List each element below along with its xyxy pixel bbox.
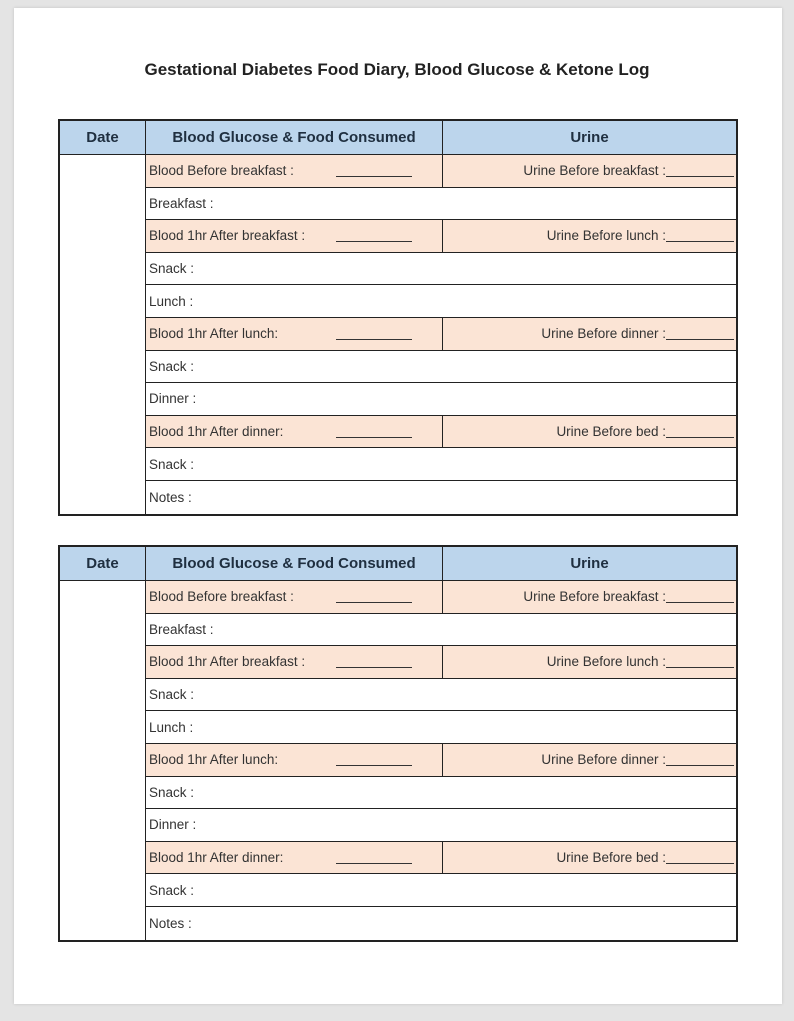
table-row: [146, 679, 736, 712]
urine-reading-label: Urine Before bed :: [556, 424, 666, 440]
date-cell[interactable]: [60, 581, 146, 940]
urine-reading-blank[interactable]: [666, 164, 734, 177]
entry-rows: [146, 155, 736, 514]
food-entry-label: Dinner :: [149, 391, 197, 407]
food-entry-label: Lunch :: [149, 719, 194, 735]
urine-reading-cell[interactable]: [443, 744, 736, 776]
urine-reading-cell[interactable]: [443, 646, 736, 678]
blood-reading-cell[interactable]: [146, 416, 443, 448]
table-row: [146, 711, 736, 744]
table-row: [146, 220, 736, 253]
food-entry-cell[interactable]: [146, 874, 736, 906]
blood-reading-blank[interactable]: [336, 655, 412, 668]
food-entry-label: Notes :: [149, 489, 192, 505]
blood-reading-blank[interactable]: [336, 229, 412, 242]
table-row: [146, 744, 736, 777]
table-row: [146, 874, 736, 907]
food-entry-label: Snack :: [149, 784, 195, 800]
food-entry-cell[interactable]: [146, 481, 736, 514]
blood-reading-cell[interactable]: [146, 318, 443, 350]
blood-reading-cell[interactable]: [146, 581, 443, 613]
food-entry-cell[interactable]: [146, 679, 736, 711]
table-row: [146, 318, 736, 351]
blood-reading-label: Blood 1hr After breakfast :: [149, 654, 306, 670]
food-entry-cell[interactable]: [146, 777, 736, 809]
table-row: [146, 907, 736, 940]
blood-reading-blank[interactable]: [336, 425, 412, 438]
table-row: [146, 383, 736, 416]
blood-reading-cell[interactable]: [146, 744, 443, 776]
food-entry-label: Breakfast :: [149, 621, 214, 637]
table-row: [146, 351, 736, 384]
urine-reading-cell[interactable]: [443, 220, 736, 252]
urine-reading-blank[interactable]: [666, 590, 734, 603]
urine-reading-blank[interactable]: [666, 851, 734, 864]
document-title: Gestational Diabetes Food Diary, Blood Glucose & Ketone Log: [144, 60, 650, 79]
food-entry-cell[interactable]: [146, 351, 736, 383]
table-row: [146, 253, 736, 286]
food-entry-label: Snack :: [149, 882, 195, 898]
urine-reading-blank[interactable]: [666, 425, 734, 438]
urine-reading-label: Urine Before breakfast :: [523, 163, 666, 179]
blood-reading-label: Blood 1hr After breakfast :: [149, 228, 306, 244]
urine-reading-label: Urine Before bed :: [556, 850, 666, 866]
blood-reading-blank[interactable]: [336, 753, 412, 766]
urine-reading-cell[interactable]: [443, 842, 736, 874]
food-entry-label: Snack :: [149, 261, 195, 277]
urine-reading-cell[interactable]: [443, 581, 736, 613]
table-body: [60, 581, 736, 940]
food-entry-label: Snack :: [149, 456, 195, 472]
food-entry-label: Breakfast :: [149, 195, 214, 211]
blood-reading-blank[interactable]: [336, 851, 412, 864]
urine-reading-cell[interactable]: [443, 155, 736, 187]
table-row: [146, 416, 736, 449]
blood-reading-cell[interactable]: [146, 646, 443, 678]
blood-reading-cell[interactable]: [146, 155, 443, 187]
header-blood-glucose-food: Blood Glucose & Food Consumed: [146, 121, 443, 154]
blood-reading-label: Blood Before breakfast :: [149, 163, 294, 179]
table-row: [146, 481, 736, 514]
table-header: [60, 121, 736, 155]
urine-reading-cell[interactable]: [443, 416, 736, 448]
food-entry-cell[interactable]: [146, 285, 736, 317]
food-entry-label: Lunch :: [149, 293, 194, 309]
food-entry-cell[interactable]: [146, 809, 736, 841]
header-urine: Urine: [570, 555, 609, 572]
log-table-1: [58, 119, 738, 516]
urine-reading-label: Urine Before lunch :: [546, 654, 666, 670]
blood-reading-cell[interactable]: [146, 220, 443, 252]
blood-reading-cell[interactable]: [146, 842, 443, 874]
table-row: [146, 646, 736, 679]
urine-reading-label: Urine Before breakfast :: [523, 589, 666, 605]
table-row: [146, 809, 736, 842]
food-entry-cell[interactable]: [146, 711, 736, 743]
food-entry-cell[interactable]: [146, 448, 736, 480]
table-body: [60, 155, 736, 514]
log-table-2: [58, 545, 738, 942]
urine-reading-label: Urine Before dinner :: [541, 326, 666, 342]
food-entry-cell[interactable]: [146, 614, 736, 646]
table-row: [146, 777, 736, 810]
food-entry-cell[interactable]: [146, 188, 736, 220]
date-cell[interactable]: [60, 155, 146, 514]
food-entry-cell[interactable]: [146, 253, 736, 285]
food-entry-label: Dinner :: [149, 817, 197, 833]
food-entry-label: Snack :: [149, 687, 195, 703]
header-date: Date: [60, 547, 146, 580]
entry-rows: [146, 581, 736, 940]
table-row: [146, 285, 736, 318]
blood-reading-label: Blood 1hr After lunch:: [149, 752, 279, 768]
table-row: [146, 614, 736, 647]
table-row: [146, 188, 736, 221]
table-header: [60, 547, 736, 581]
food-entry-label: Notes :: [149, 915, 192, 931]
header-blood-glucose-food: Blood Glucose & Food Consumed: [146, 547, 443, 580]
table-row: [146, 581, 736, 614]
header-date: Date: [60, 121, 146, 154]
urine-reading-blank[interactable]: [666, 229, 734, 242]
table-row: [146, 448, 736, 481]
urine-reading-label: Urine Before lunch :: [546, 228, 666, 244]
blood-reading-blank[interactable]: [336, 590, 412, 603]
urine-reading-label: Urine Before dinner :: [541, 752, 666, 768]
table-row: [146, 842, 736, 875]
urine-reading-cell[interactable]: [443, 318, 736, 350]
food-entry-cell[interactable]: [146, 907, 736, 940]
blood-reading-label: Blood Before breakfast :: [149, 589, 294, 605]
urine-reading-blank[interactable]: [666, 655, 734, 668]
urine-reading-blank[interactable]: [666, 753, 734, 766]
table-row: [146, 155, 736, 188]
blood-reading-label: Blood 1hr After dinner:: [149, 850, 284, 866]
urine-reading-blank[interactable]: [666, 327, 734, 340]
blood-reading-blank[interactable]: [336, 327, 412, 340]
food-entry-cell[interactable]: [146, 383, 736, 415]
food-entry-label: Snack :: [149, 358, 195, 374]
blood-reading-label: Blood 1hr After dinner:: [149, 424, 284, 440]
blood-reading-blank[interactable]: [336, 164, 412, 177]
header-urine: Urine: [570, 129, 609, 146]
blood-reading-label: Blood 1hr After lunch:: [149, 326, 279, 342]
